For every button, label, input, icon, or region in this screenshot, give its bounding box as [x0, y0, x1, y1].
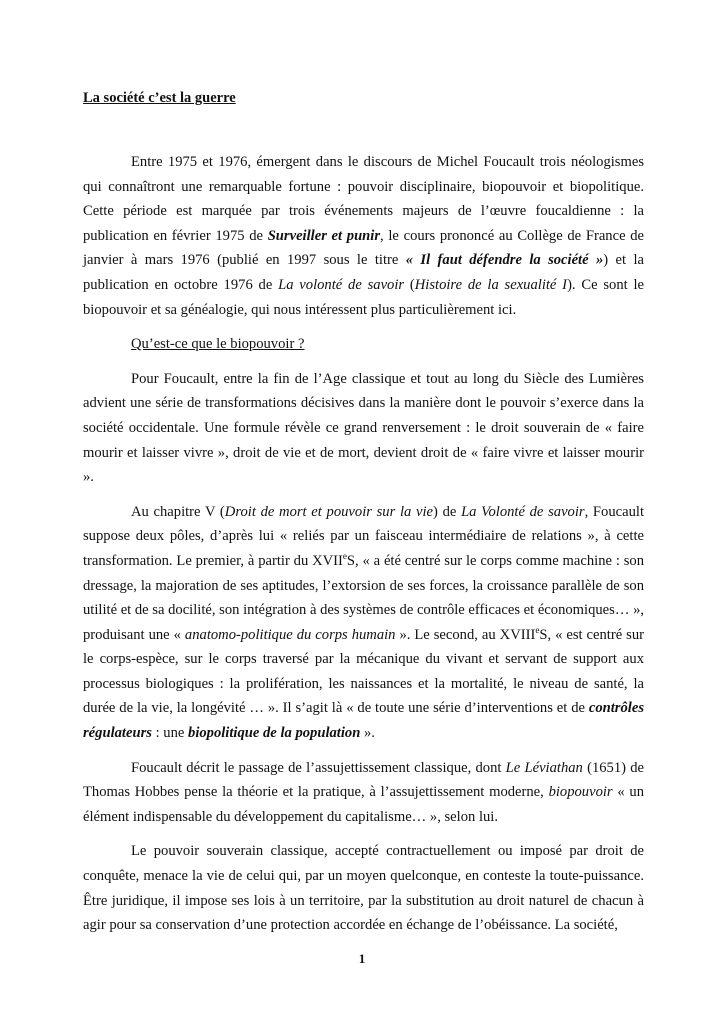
page-number: 1 — [358, 951, 366, 966]
text-run: « un élément indispensable du développement du capitalisme… », selon lui. — [83, 784, 645, 825]
emphasis-title: biopouvoir — [548, 784, 613, 801]
emphasis-title: « Il faut défendre la société » — [405, 252, 604, 269]
emphasis-title: La volonté de savoir — [278, 276, 405, 293]
emphasis-title: Droit de mort et pouvoir sur la vie — [224, 503, 434, 520]
paragraph-4 — [83, 756, 644, 830]
text-run: ( — [404, 276, 415, 293]
text-run: , le cours prononcé au Collège de France de janvier à mars 1976 (publié en 1997 sous le titre — [83, 227, 645, 269]
emphasis-title: biopolitique de la population — [188, 725, 361, 742]
text-run: Entre 1975 et 1976, émergent dans le discours de Michel Foucault trois néologismes qui connaîtront une remarquable fortune : pouvoir disciplinaire, biopouvoir et biopolitique. Cette période est marquée par trois événements majeurs de l’œuvre foucaldienne : la publication en février 1975 de — [83, 154, 644, 244]
paragraph-3 — [83, 500, 644, 746]
section-subheading: Qu’est-ce que le biopouvoir ? — [131, 336, 305, 353]
text-run: ». Le second, au XVIII — [395, 626, 536, 643]
superscript: e — [535, 624, 540, 635]
superscript: e — [342, 551, 347, 562]
text-run: S, « est centré sur le corps-espèce, sur le corps traversé par la mécanique du vivant et servant de support aux processus biologiques : la prolifération, les naissances et la mortalité, le niveau de santé, la durée de la vie, la longévité … ». Il s’agit là « de toute une série d’interventions et de — [83, 626, 644, 717]
emphasis-title: contrôles régulateurs — [83, 700, 644, 742]
emphasis-title: Histoire de la sexualité I — [414, 276, 568, 293]
emphasis-title: anatomo-politique du corps humain — [184, 626, 396, 643]
emphasis-title: Le Léviathan — [505, 759, 583, 776]
text-run: (1651) de Thomas Hobbes pense la théorie et la pratique, à l’assujettissement moderne, — [83, 759, 644, 801]
text-run: Au chapitre V ( — [131, 503, 225, 520]
text-run: S, « a été centré sur le corps comme machine : son dressage, la majoration de ses aptitudes, l’extorsion de ses forces, la croissance parallèle de son utilité et de sa docilité, son intégration à des systèmes de contrôle efficaces et économiques… », produisant une « — [83, 552, 645, 643]
text-run: Foucault décrit le passage de l’assujettissement classique, dont — [131, 759, 506, 776]
text-run: ) de — [433, 503, 462, 520]
emphasis-title: Surveiller et punir — [267, 227, 381, 244]
paragraph-5: Le pouvoir souverain classique, accepté contractuellement ou imposé par droit de conquête, menace la vie de celui qui, par un moyen quelconque, en conteste la toute-puissance. Être juridique, il impose ses lois à un territoire, par la substitution au droit naturel de chacun à agir pour sa conservation d’une protection accordée en échange de l’obéissance. La société, — [83, 843, 644, 934]
text-run: ). Ce sont le biopouvoir et sa généalogie, qui nous intéressent plus particulièrement ici. — [83, 276, 645, 318]
paragraph-2: Pour Foucault, entre la fin de l’Age classique et tout au long du Siècle des Lumières advient une série de transformations décisives dans la manière dont le pouvoir s’exerce dans la société occidentale. Une formule révèle ce grand renversement : le droit souverain de « faire mourir et laisser vivre », droit de vie et de mort, devient droit de « faire vivre et laisser mourir ». — [83, 370, 644, 486]
text-run: , Foucault suppose deux pôles, d’après lui « reliés par un faisceau intermédiaire de relations », à cette transformation. Le premier, à partir du XVII — [83, 503, 645, 569]
paragraph-1 — [83, 150, 644, 322]
emphasis-title: La Volonté de savoir — [461, 503, 585, 520]
text-run: ) et la publication en octobre 1976 de — [83, 252, 644, 293]
text-run: : une — [151, 725, 189, 742]
text-run: ». — [360, 725, 375, 742]
document-body — [83, 150, 644, 948]
document-title: La société c’est la guerre — [83, 90, 236, 106]
